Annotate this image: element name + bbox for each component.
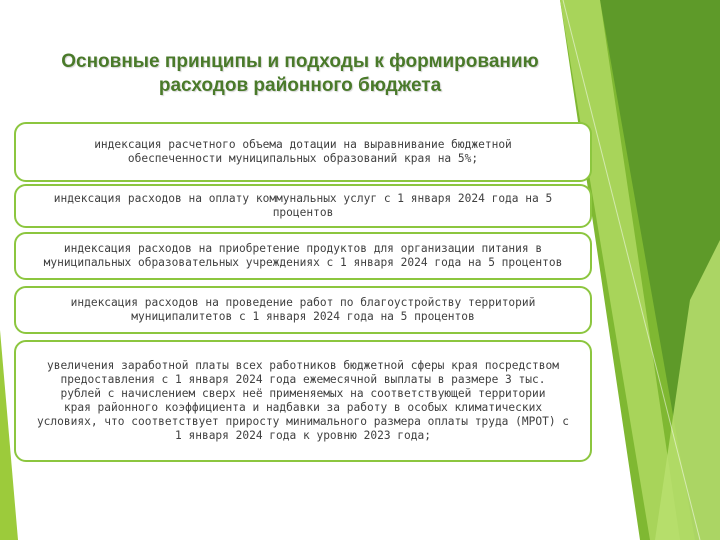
principle-box-3 [14, 232, 592, 280]
principle-box-4 [14, 286, 592, 334]
principle-box-5 [14, 340, 592, 462]
principle-box-2 [14, 184, 592, 228]
title-line-2: расходов районного бюджета [158, 75, 442, 96]
principle-text: индексация расходов на проведение работ по благоустройству территорий муниципалитетов с 1 января 2024 года на 5 процентов [70, 296, 536, 323]
principle-text: индексация расчетного объема дотации на выравнивание бюджетной обеспеченности муниципальных образований края на 5%; [94, 138, 512, 165]
principle-box-1 [14, 122, 592, 182]
page-title [20, 50, 580, 98]
principle-text: индексация расходов на приобретение продуктов для организации питания в муниципальных образовательных учреждениях с 1 января 2024 года на 5 процентов [43, 242, 563, 269]
principle-text: индексация расходов на оплату коммунальных услуг с 1 января 2024 года на 5 процентов [53, 192, 553, 219]
principle-text: увеличения заработной платы всех работников бюджетной сферы края посредством предоставления с 1 января 2024 года ежемесячной выплаты в размере 3 тыс. рублей с начислением сверх неё применяемых на соответствующей территории края районного коэффициента и надбавки за работу в особых климатических условиях, что соответствует приросту минимального размера оплаты труда (МРОТ) с 1 января 2024 года к уровню 2023 года; [36, 359, 570, 442]
title-line-1: Основные принципы и подходы к формированию [61, 51, 539, 72]
